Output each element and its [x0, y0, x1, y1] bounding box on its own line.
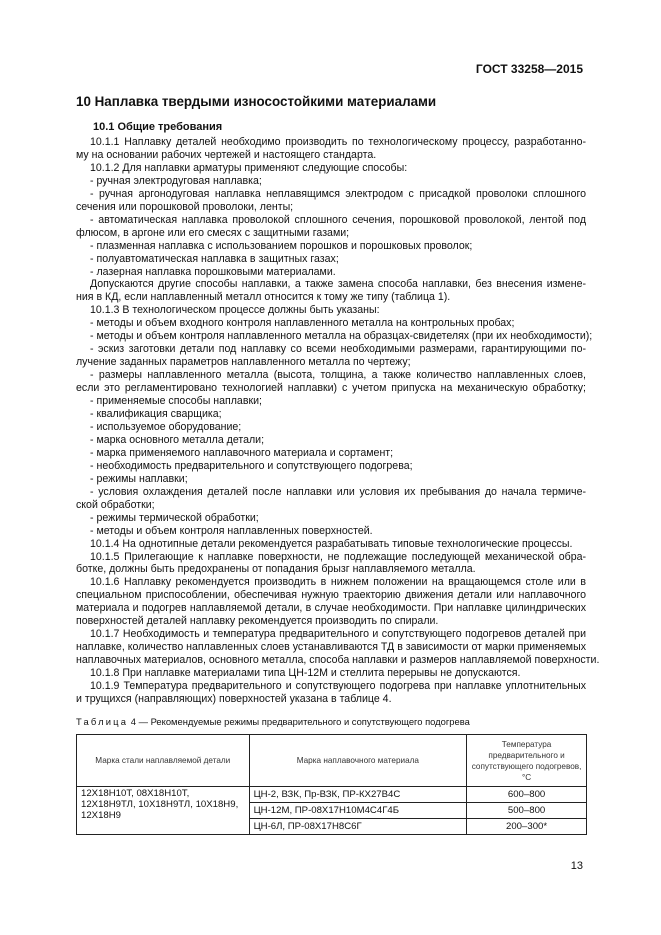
material-cell: ЦН-6Л, ПР-08Х17Н8С6Г	[249, 819, 467, 835]
header-filler-material: Марка наплавочного материала	[249, 735, 467, 787]
header-temperature: Температура предварительного и сопутствующего подогревов, °С	[467, 735, 587, 787]
table-caption	[76, 716, 470, 727]
text-line: - ручная электродуговая наплавка;	[90, 174, 262, 187]
text-line: - используемое оборудование;	[90, 420, 242, 433]
table-caption-word: Таблица	[76, 716, 129, 727]
text-line: - марка применяемого наплавочного материала и сортамент;	[90, 446, 394, 459]
material-cell: ЦН-12М, ПР-08Х17Н10М4С4Г4Б	[249, 803, 467, 819]
temperature-cell: 200–300*	[467, 819, 587, 835]
text-line: 10.1.7 Необходимость и температура предварительного и сопутствующего подогревов деталей при	[90, 628, 586, 641]
text-line: - полуавтоматическая наплавка в защитных газах;	[90, 252, 339, 265]
text-line: - режимы термической обработки;	[90, 511, 259, 524]
text-line: - необходимость предварительного и сопутствующего подогрева;	[90, 459, 413, 472]
text-line: 10.1.2 Для наплавки арматуры применяют следующие способы:	[90, 161, 408, 174]
table-header-row	[77, 735, 587, 787]
text-line: специальном приспособлении, обеспечивая нужную траекторию движения детали или наплавочного	[76, 589, 586, 602]
text-line: ния в КД, если наплавленный металл относится к тому же типу (таблица 1).	[76, 291, 451, 304]
text-line: 10.1.1 Наплавку деталей необходимо производить по технологическому процессу, разработанно-	[90, 136, 586, 148]
temperature-cell: 600–800	[467, 787, 587, 803]
steel-grade-cell: 12Х18Н10Т, 08Х18Н10Т, 12Х18Н9ТЛ, 10Х18Н9ТЛ, 10Х18Н9, 12Х18Н9	[77, 787, 250, 835]
table-row	[77, 787, 587, 803]
header-steel-grade: Марка стали наплавляемой детали	[77, 735, 250, 787]
text-line: - методы и объем контроля наплавленных поверхностей.	[90, 524, 373, 537]
text-line: если это регламентировано технологией наплавки) с учетом припуска на механическую обработку;	[76, 382, 586, 395]
text-line: Допускаются другие способы наплавки, а также замена способа наплавки, без внесения измене-	[90, 278, 586, 291]
section-title: 10 Наплавка твердыми износостойкими материалами	[76, 94, 437, 109]
text-line: - ручная аргонодуговая наплавка неплавящимся электродом с присадкой проволоки сплошного	[90, 187, 586, 200]
text-line: - автоматическая наплавка проволокой сплошного сечения, порошковой проволокой, лентой под	[90, 213, 586, 226]
text-line: 10.1.4 На однотипные детали рекомендуется разрабатывать типовые технологические процессы.	[90, 537, 573, 550]
text-line: - методы и объем входного контроля наплавленного металла на контрольных пробах;	[90, 317, 515, 330]
text-line: - размеры наплавленного металла (высота, толщина, а также количество наплавленных слоев,	[90, 369, 586, 382]
text-line: поверхностей деталей наплавку рекомендуется производить по спирали.	[76, 615, 439, 628]
text-line: сечения или порошковой проволоки, ленты;	[76, 200, 294, 213]
text-line: му на основании рабочих чертежей и настоящего стандарта.	[76, 148, 377, 161]
page-number: 13	[570, 860, 583, 872]
text-line: 10.1.5 Прилегающие к наплавке поверхности, не подлежащие последующей механической обра-	[90, 550, 586, 563]
text-line: - эскиз заготовки детали под наплавку со всеми необходимыми размерами, гарантирующими по-	[90, 343, 586, 356]
text-line: материала и подогрев наплавляемой детали, в случае необходимости. При наплавке цилиндрических	[76, 602, 586, 615]
text-line: лучение заданных параметров наплавленного металла по чертежу;	[76, 356, 411, 369]
text-line: 10.1.9 Температура предварительного и сопутствующего подогрева при наплавке уплотнительных	[90, 680, 586, 693]
text-line: ской обработки;	[76, 498, 155, 511]
text-line: - режимы наплавки;	[90, 472, 188, 485]
text-line: - лазерная наплавка порошковыми материалами.	[90, 265, 336, 278]
text-line: - плазменная наплавка с использованием порошков и порошковых проволок;	[90, 239, 473, 252]
text-line: наплавочных материалов, основного металла, способа наплавки и размеров наплавляемой поверхности.	[76, 654, 600, 667]
material-cell: ЦН-2, ВЗК, Пр-ВЗК, ПР-КХ27В4С	[249, 787, 467, 803]
text-line: ботке, должны быть предохранены от попадания брызг наплавляемого металла.	[76, 563, 476, 576]
text-line: флюсом, в аргоне или его смесях с защитными газами;	[76, 226, 350, 239]
text-line: 10.1.8 При наплавке материалами типа ЦН-12М и стеллита перерывы не допускаются.	[90, 667, 521, 680]
text-line: - методы и объем контроля наплавленного металла на образцах-свидетелях (при их необходимости);	[90, 330, 593, 343]
text-line: - применяемые способы наплавки;	[90, 395, 262, 408]
text-line: - марка основного металла детали;	[90, 433, 265, 446]
table-4	[76, 734, 587, 835]
body-text	[76, 136, 600, 706]
standard-code: ГОСТ 33258—2015	[475, 62, 583, 76]
text-line: и трущихся (направляющих) поверхностей указана в таблице 4.	[76, 692, 392, 705]
temperature-cell: 500–800	[467, 803, 587, 819]
text-line: - квалификация сварщика;	[90, 408, 222, 421]
text-line: 10.1.3 В технологическом процессе должны быть указаны:	[90, 304, 380, 317]
table-caption-text: 4 — Рекомендуемые режимы предварительного и сопутствующего подогрева	[128, 716, 470, 727]
text-line: 10.1.6 Наплавку рекомендуется производить в нижнем положении на вращающемся столе или в	[90, 576, 586, 589]
text-line: - условия охлаждения деталей после наплавки или условия их пребывания до начала термиче-	[90, 485, 586, 498]
text-line: наплавке, количество наплавленных слоев устанавливаются ТД в зависимости от марки применяемых	[76, 641, 586, 654]
subsection-title: 10.1 Общие требования	[93, 121, 223, 133]
